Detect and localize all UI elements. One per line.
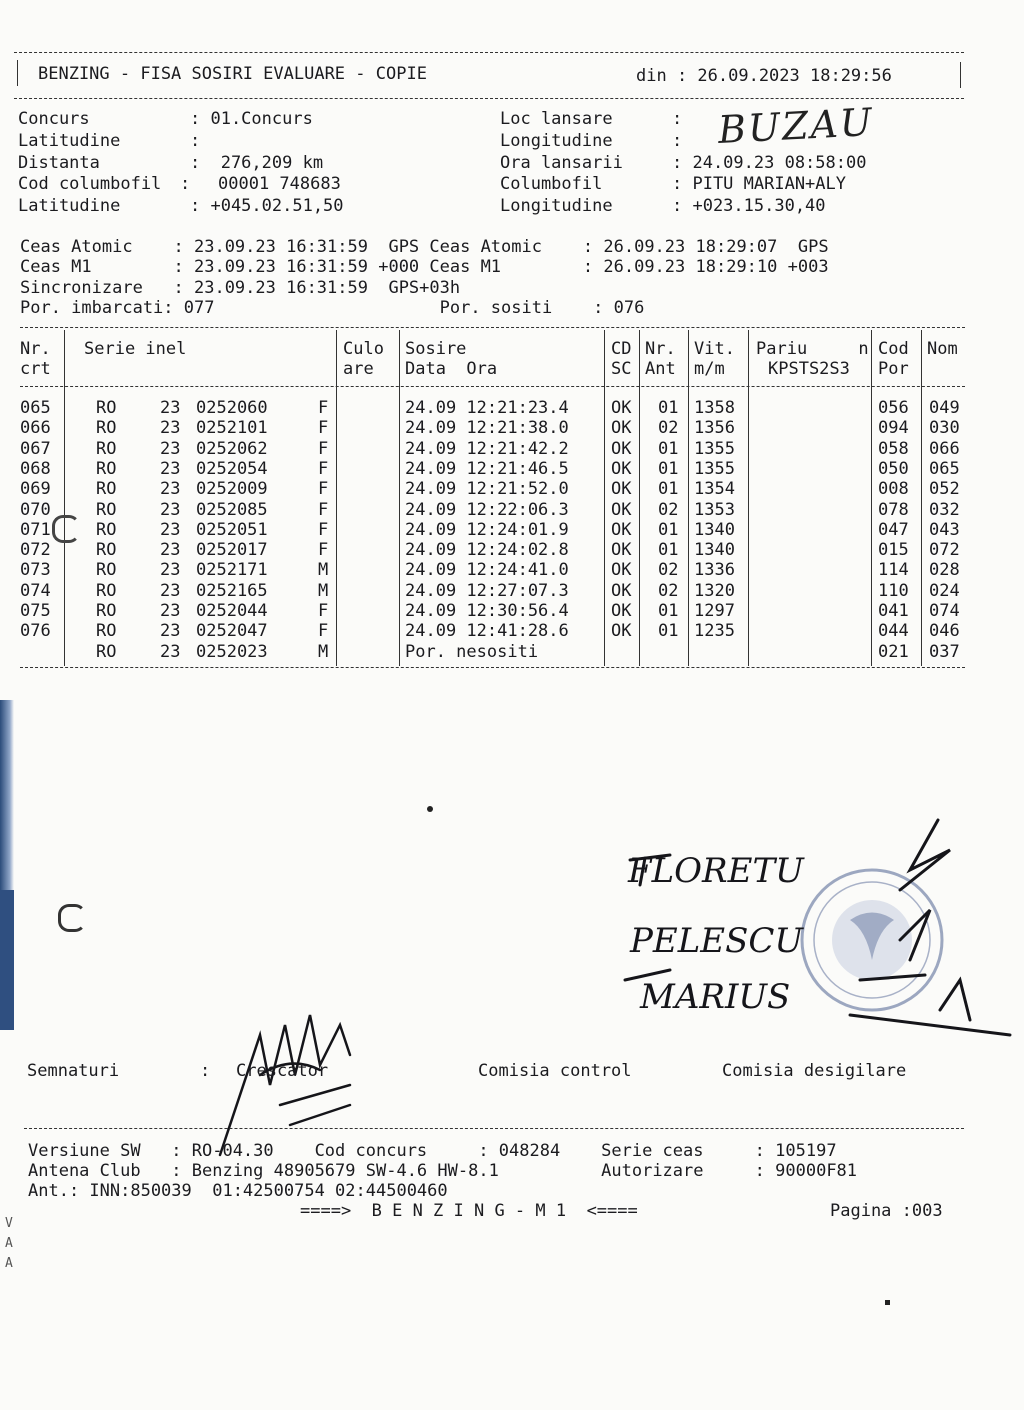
- ink-dot: [885, 1300, 890, 1305]
- footer-line: Versiune SW : RO-04.30 Cod concurs : 048284 Serie ceas : 105197: [28, 1141, 837, 1161]
- table-cell-arrival: 24.09 12:24:02.8: [405, 540, 569, 561]
- info-value: : +045.02.51,50: [190, 196, 344, 216]
- table-cell-vit: 1336: [694, 560, 735, 581]
- table-cell-ant: 01: [658, 479, 679, 500]
- handwritten-name: FLORETU: [628, 851, 804, 891]
- table-cell-cod: 114: [878, 560, 909, 581]
- punch-hole: [58, 904, 86, 932]
- table-cell-nom: 028: [929, 560, 960, 581]
- info-label: Loc lansare: [500, 109, 613, 129]
- column-header: CD: [611, 339, 632, 359]
- table-cell-ant: 01: [658, 621, 679, 642]
- table-cell-cod: 058: [878, 438, 909, 459]
- table-cell-year: 23: [160, 458, 181, 479]
- table-cell-ant: 01: [658, 519, 679, 540]
- table-cell-sex: F: [318, 418, 329, 439]
- table-cell-country: RO: [96, 519, 117, 540]
- table-cell-vit: 1355: [694, 458, 735, 479]
- table-cell-nom: 043: [929, 519, 960, 540]
- table-cell-cod: 094: [878, 418, 909, 439]
- table-cell-country: RO: [96, 479, 117, 500]
- table-cell-nr: 071: [20, 519, 51, 540]
- table-cell-cd: OK: [611, 621, 632, 642]
- info-label: Distanta: [18, 153, 100, 173]
- page-number: Pagina :003: [830, 1201, 943, 1221]
- table-cell-country: RO: [96, 621, 117, 642]
- info-value: : PITU MARIAN+ALY: [672, 174, 846, 194]
- info-label: Columbofil: [500, 174, 603, 194]
- signatures-colon: :: [200, 1061, 211, 1081]
- table-cell-cd: OK: [611, 540, 632, 561]
- info-value: :: [672, 131, 683, 151]
- info-value: 00001 748683: [218, 174, 341, 194]
- table-cell-country: RO: [96, 499, 117, 520]
- table-cell-nom: 052: [929, 479, 960, 500]
- info-label: Cod columbofil: [18, 174, 162, 194]
- table-cell-cod: 015: [878, 540, 909, 561]
- handwritten-name: PELESCU: [630, 921, 804, 961]
- footer-line: Ant.: INN:850039 01:42500754 02:44500460: [28, 1181, 448, 1201]
- ink-dot: [427, 806, 433, 812]
- margin-letter: A: [5, 1236, 13, 1251]
- table-cell-nr: 068: [20, 458, 51, 479]
- table-cell-vit: 1356: [694, 418, 735, 439]
- info-label: Ora lansarii: [500, 153, 623, 173]
- margin-letter: A: [5, 1256, 13, 1271]
- table-cell-cod: 021: [878, 641, 909, 662]
- signature-comisia-control: Comisia control: [478, 1061, 632, 1081]
- table-cell-ant: 01: [658, 458, 679, 479]
- table-cell-arrival: 24.09 12:21:23.4: [405, 398, 569, 418]
- column-rule: [921, 330, 922, 666]
- table-cell-vit: 1340: [694, 519, 735, 540]
- column-rule: [64, 330, 65, 666]
- table-cell-country: RO: [96, 418, 117, 439]
- column-header: m/m: [694, 359, 725, 379]
- table-cell-ring: 0252047: [196, 621, 268, 642]
- table-cell-country: RO: [96, 641, 117, 662]
- table-cell-ring: 0252009: [196, 479, 268, 500]
- info-label: Latitudine: [18, 196, 121, 216]
- table-cell-year: 23: [160, 398, 181, 418]
- table-cell-nr: 073: [20, 560, 51, 581]
- table-cell-sex: F: [318, 601, 329, 621]
- table-cell-country: RO: [96, 540, 117, 561]
- table-cell-nom: 066: [929, 438, 960, 459]
- table-cell-arrival: 24.09 12:27:07.3: [405, 580, 569, 601]
- table-cell-ring: 0252054: [196, 458, 268, 479]
- table-cell-sex: F: [318, 479, 329, 500]
- binder-edge-dark: [0, 890, 14, 1030]
- column-header: Pariu n: [756, 339, 869, 359]
- table-cell-nr: 070: [20, 499, 51, 520]
- table-cell-arrival: Por. nesositi: [405, 641, 539, 662]
- info-value: : 276,209 km: [190, 153, 324, 173]
- info-label: Latitudine: [18, 131, 121, 151]
- column-header: are: [343, 359, 374, 379]
- table-cell-ring: 0252051: [196, 519, 268, 540]
- table-cell-cod: 041: [878, 601, 909, 621]
- table-cell-ring: 0252060: [196, 398, 268, 418]
- table-cell-country: RO: [96, 438, 117, 459]
- table-cell-cd: OK: [611, 398, 632, 418]
- table-cell-ring: 0252171: [196, 560, 268, 581]
- table-cell-year: 23: [160, 438, 181, 459]
- clock-line: Ceas M1 : 23.09.23 16:31:59 +000 Ceas M1 : 26.09.23 18:29:10 +003: [20, 257, 829, 277]
- commission-signatures: [610, 810, 1020, 1050]
- column-header: Vit.: [694, 339, 735, 359]
- margin-letter: V: [5, 1216, 13, 1231]
- column-rule: [688, 330, 689, 666]
- table-cell-sex: F: [318, 398, 329, 418]
- table-cell-ant: 02: [658, 560, 679, 581]
- table-cell-ant: 01: [658, 540, 679, 561]
- table-cell-vit: 1320: [694, 580, 735, 601]
- table-cell-nom: 030: [929, 418, 960, 439]
- info-label: Longitudine: [500, 196, 613, 216]
- table-cell-sex: F: [318, 458, 329, 479]
- table-cell-sex: F: [318, 519, 329, 540]
- table-cell-year: 23: [160, 540, 181, 561]
- table-cell-arrival: 24.09 12:22:06.3: [405, 499, 569, 520]
- table-cell-cod: 050: [878, 458, 909, 479]
- table-cell-country: RO: [96, 601, 117, 621]
- column-rule: [639, 330, 640, 666]
- table-top-rule: [20, 327, 965, 328]
- table-cell-ring: 0252023: [196, 641, 268, 662]
- table-cell-cd: OK: [611, 580, 632, 601]
- table-cell-ring: 0252044: [196, 601, 268, 621]
- table-cell-cd: OK: [611, 438, 632, 459]
- table-cell-vit: 1358: [694, 398, 735, 418]
- table-cell-nr: 067: [20, 438, 51, 459]
- table-cell-arrival: 24.09 12:21:42.2: [405, 438, 569, 459]
- footer-line: Antena Club : Benzing 48905679 SW-4.6 HW-8.1 Autorizare : 90000F81: [28, 1161, 858, 1181]
- table-cell-sex: F: [318, 540, 329, 561]
- column-rule: [871, 330, 872, 666]
- table-cell-ring: 0252062: [196, 438, 268, 459]
- table-cell-cod: 056: [878, 398, 909, 418]
- table-cell-cd: OK: [611, 418, 632, 439]
- handwritten-name: MARIUS: [640, 977, 791, 1017]
- column-header: Por: [878, 359, 909, 379]
- table-cell-year: 23: [160, 601, 181, 621]
- punch-hole: [52, 515, 80, 543]
- table-cell-vit: 1297: [694, 601, 735, 621]
- table-cell-nr: 065: [20, 398, 51, 418]
- table-cell-sex: M: [318, 580, 329, 601]
- table-header-rule: [20, 386, 965, 387]
- table-cell-cod: 047: [878, 519, 909, 540]
- table-cell-ant: 01: [658, 601, 679, 621]
- table-cell-cod: 044: [878, 621, 909, 642]
- column-header: Nr.: [645, 339, 676, 359]
- table-cell-nr: 075: [20, 601, 51, 621]
- table-cell-ant: 02: [658, 580, 679, 601]
- column-rule: [336, 330, 337, 666]
- column-header: Data Ora: [405, 359, 498, 379]
- column-header: Ant: [645, 359, 676, 379]
- table-cell-vit: 1355: [694, 438, 735, 459]
- report-date: din : 26.09.2023 18:29:56: [636, 66, 892, 86]
- table-cell-nom: 049: [929, 398, 960, 418]
- table-cell-sex: F: [318, 438, 329, 459]
- table-cell-arrival: 24.09 12:41:28.6: [405, 621, 569, 642]
- table-cell-nr: 069: [20, 479, 51, 500]
- table-cell-arrival: 24.09 12:21:46.5: [405, 458, 569, 479]
- table-cell-year: 23: [160, 580, 181, 601]
- table-cell-year: 23: [160, 499, 181, 520]
- column-rule: [748, 330, 749, 666]
- table-bottom-rule: [20, 667, 965, 668]
- column-header: KPSTS2S3: [768, 359, 850, 379]
- table-cell-nom: 046: [929, 621, 960, 642]
- table-cell-country: RO: [96, 398, 117, 418]
- table-cell-cod: 078: [878, 499, 909, 520]
- header-bottom-rule: [14, 98, 964, 99]
- table-cell-arrival: 24.09 12:24:01.9: [405, 519, 569, 540]
- signature-crescator: Crescator: [236, 1061, 329, 1081]
- table-cell-nom: 024: [929, 580, 960, 601]
- table-cell-nom: 065: [929, 458, 960, 479]
- table-cell-sex: F: [318, 621, 329, 642]
- table-cell-cd: OK: [611, 479, 632, 500]
- table-cell-cd: OK: [611, 458, 632, 479]
- column-header: SC: [611, 359, 632, 379]
- column-header: Culo: [343, 339, 384, 359]
- info-value: :: [190, 131, 201, 151]
- info-value: :: [672, 109, 683, 129]
- table-cell-cd: OK: [611, 499, 632, 520]
- table-cell-country: RO: [96, 560, 117, 581]
- clock-line: Por. imbarcati: 077 Por. sositi : 076: [20, 298, 645, 318]
- header-left-rule: [17, 60, 18, 86]
- table-cell-sex: M: [318, 641, 329, 662]
- clock-line: Sincronizare : 23.09.23 16:31:59 GPS+03h: [20, 278, 461, 298]
- table-cell-cod: 110: [878, 580, 909, 601]
- table-cell-year: 23: [160, 621, 181, 642]
- table-cell-vit: 1353: [694, 499, 735, 520]
- signatures-label: Semnaturi: [27, 1061, 120, 1081]
- table-cell-ant: 02: [658, 499, 679, 520]
- table-cell-year: 23: [160, 641, 181, 662]
- info-value: : 01.Concurs: [190, 109, 313, 129]
- table-cell-ring: 0252085: [196, 499, 268, 520]
- table-cell-nr: 076: [20, 621, 51, 642]
- table-cell-arrival: 24.09 12:30:56.4: [405, 601, 569, 621]
- page-title: BENZING - FISA SOSIRI EVALUARE - COPIE: [38, 64, 427, 84]
- commission-stamp: [802, 870, 942, 1010]
- table-cell-arrival: 24.09 12:21:38.0: [405, 418, 569, 439]
- table-cell-ant: 02: [658, 418, 679, 439]
- table-cell-cd: OK: [611, 519, 632, 540]
- table-cell-sex: M: [318, 560, 329, 581]
- table-cell-vit: 1235: [694, 621, 735, 642]
- column-header: crt: [20, 359, 51, 379]
- table-cell-country: RO: [96, 458, 117, 479]
- table-cell-nom: 032: [929, 499, 960, 520]
- info-value: : 24.09.23 08:58:00: [672, 153, 867, 173]
- table-cell-nr: 074: [20, 580, 51, 601]
- table-cell-ring: 0252101: [196, 418, 268, 439]
- column-header: Serie inel: [84, 339, 187, 359]
- table-cell-nr: 066: [20, 418, 51, 439]
- clock-line: Ceas Atomic : 23.09.23 16:31:59 GPS Ceas Atomic : 26.09.23 18:29:07 GPS: [20, 237, 829, 257]
- info-colon: :: [180, 174, 191, 194]
- info-label: Longitudine: [500, 131, 613, 151]
- table-cell-vit: 1340: [694, 540, 735, 561]
- table-cell-nom: 037: [929, 641, 960, 662]
- table-cell-country: RO: [96, 580, 117, 601]
- table-cell-ring: 0252017: [196, 540, 268, 561]
- column-header: Nr.: [20, 339, 51, 359]
- table-cell-ring: 0252165: [196, 580, 268, 601]
- table-cell-nom: 074: [929, 601, 960, 621]
- column-rule: [604, 330, 605, 666]
- table-cell-year: 23: [160, 519, 181, 540]
- table-cell-vit: 1354: [694, 479, 735, 500]
- table-cell-nr: 072: [20, 540, 51, 561]
- handwritten-location: BUZAU: [716, 99, 875, 153]
- table-cell-cod: 008: [878, 479, 909, 500]
- info-label: Concurs: [18, 109, 90, 129]
- column-header: Sosire: [405, 339, 467, 359]
- table-cell-cd: OK: [611, 601, 632, 621]
- table-cell-ant: 01: [658, 398, 679, 418]
- table-cell-year: 23: [160, 479, 181, 500]
- header-right-rule: [960, 62, 961, 88]
- table-cell-year: 23: [160, 560, 181, 581]
- table-cell-arrival: 24.09 12:21:52.0: [405, 479, 569, 500]
- table-cell-nom: 072: [929, 540, 960, 561]
- table-cell-year: 23: [160, 418, 181, 439]
- column-header: Cod: [878, 339, 909, 359]
- table-cell-arrival: 24.09 12:24:41.0: [405, 560, 569, 581]
- table-cell-ant: 01: [658, 438, 679, 459]
- footer-rule: [24, 1128, 964, 1129]
- signature-comisia-desigilare: Comisia desigilare: [722, 1061, 907, 1081]
- info-value: : +023.15.30,40: [672, 196, 826, 216]
- table-cell-sex: F: [318, 499, 329, 520]
- column-header: Nom: [927, 339, 958, 359]
- table-cell-cd: OK: [611, 560, 632, 581]
- column-rule: [399, 330, 400, 666]
- footer-banner: ====> B E N Z I N G - M 1 <====: [300, 1201, 638, 1221]
- header-top-rule: [14, 52, 964, 53]
